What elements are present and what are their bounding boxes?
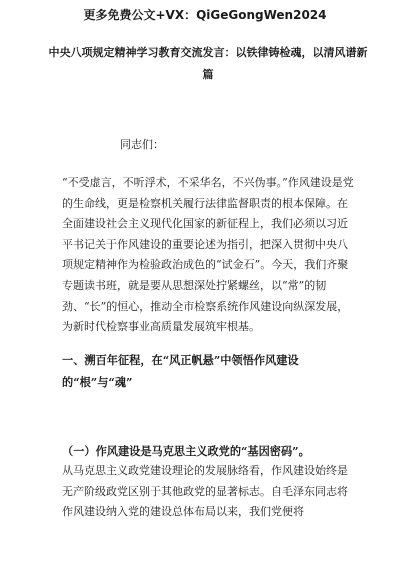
section-heading: 一、溯百年征程，在“风正帆悬”中领悟作风建设的“根”与“魂” — [62, 353, 299, 389]
salutation: 同志们： — [120, 138, 164, 151]
document-title: 中央八项规定精神学习教育交流发言：以铁律铸检魂，以清风谱新篇 — [48, 46, 368, 81]
promo-header: 更多免费公文+VX：QiGeGongWen2024 — [83, 8, 327, 22]
body-paragraph: “不受虚言，不听浮术，不采华名，不兴伪事。”作风建设是党的生命线，更是检察机关履行法律监督职责的根本保障。在全面建设社会主义现代化国家的新征程上，我们必须以习近平书记关于作风建设的重要论述为指引，把深入贯彻中央八项规定精神作为检验政治成色的“试金石”。今天，我们齐聚专题读书班，就是要从思想深处拧紧螺丝，以“常”的韧劲、“长”的恒心，推动全市检察系统作风建设向纵深发展，为新时代检察事业高质量发展筑牢根基。 — [62, 176, 354, 334]
subsection-paragraph: 从马克思主义政党建设理论的发展脉络看，作风建设始终是无产阶级政党区别于其他政党的显著标志。自毛泽东同志将作风建设纳入党的建设总体布局以来，我们党便将 — [62, 464, 348, 519]
subsection-heading: （一）作风建设是马克思主义政党的“基因密码”。 — [62, 444, 310, 458]
